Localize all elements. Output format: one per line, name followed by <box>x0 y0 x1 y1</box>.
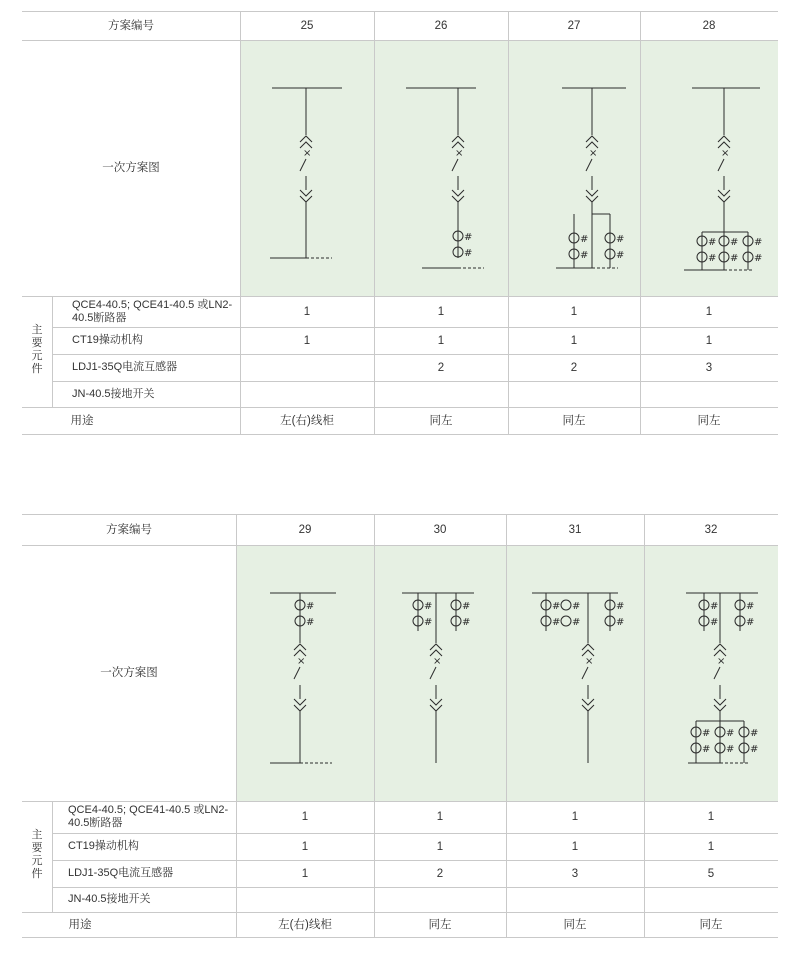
scheme-diagram-27 <box>508 40 640 296</box>
svg-text:#: # <box>572 601 581 612</box>
component-jn: JN-40.5接地开关 <box>68 893 151 905</box>
svg-text:#: # <box>754 253 763 264</box>
svg-text:#: # <box>616 234 625 245</box>
value-cell <box>240 354 374 381</box>
value-cell: 1 <box>707 840 715 853</box>
value-cell: 5 <box>707 867 715 880</box>
value-cell: 1 <box>303 305 311 318</box>
svg-text:#: # <box>702 728 711 739</box>
svg-text:#: # <box>708 253 717 264</box>
svg-text:#: # <box>746 601 755 612</box>
primary-diagram-label: 一次方案图 <box>100 667 158 679</box>
value-cell: 1 <box>303 334 311 347</box>
usage-cell: 同左 <box>697 414 721 427</box>
scheme-number-26: 26 <box>434 19 448 32</box>
svg-text:#: # <box>462 601 471 612</box>
component-ldj1: LDJ1-35Q电流互感器 <box>68 867 174 879</box>
scheme-number-32: 32 <box>704 523 718 536</box>
value-cell: 1 <box>301 867 309 880</box>
svg-text:#: # <box>464 232 473 243</box>
scheme-diagram-26 <box>374 40 508 296</box>
value-cell: 3 <box>705 361 713 374</box>
main-components-label: 主要元件 <box>31 324 43 375</box>
svg-text:#: # <box>306 617 315 628</box>
value-cell: 1 <box>301 840 309 853</box>
usage-cell: 左(右)线柜 <box>278 918 332 931</box>
usage-cell: 同左 <box>563 918 587 931</box>
component-ct19: CT19操动机构 <box>68 840 139 852</box>
svg-text:#: # <box>710 617 719 628</box>
svg-text:#: # <box>552 601 561 612</box>
usage-label: 用途 <box>70 414 94 427</box>
scheme-table-2 <box>22 514 778 937</box>
svg-text:×: × <box>433 656 442 667</box>
component-breaker: QCE4-40.5; QCE41-40.5 或LN2-40.5断路器 <box>68 804 229 829</box>
scheme-table-1 <box>22 11 778 434</box>
svg-text:#: # <box>726 744 735 755</box>
value-cell: 1 <box>301 811 309 823</box>
scheme-number-header: 方案编号 <box>106 523 152 536</box>
component-ct19: CT19操动机构 <box>72 334 143 346</box>
svg-text:#: # <box>726 728 735 739</box>
scheme-diagram-30 <box>374 545 506 801</box>
value-cell: 1 <box>570 334 578 347</box>
value-cell: 1 <box>705 334 713 347</box>
svg-text:#: # <box>708 237 717 248</box>
scheme-number-27: 27 <box>567 19 581 32</box>
value-cell: 1 <box>437 305 445 318</box>
svg-text:#: # <box>754 237 763 248</box>
usage-label: 用途 <box>68 918 92 931</box>
svg-text:×: × <box>721 148 730 159</box>
svg-text:#: # <box>730 253 739 264</box>
scheme-diagram-25 <box>240 40 374 296</box>
svg-text:#: # <box>306 601 315 612</box>
scheme-diagram-31 <box>506 545 644 801</box>
usage-cell: 同左 <box>428 918 452 931</box>
svg-text:#: # <box>710 601 719 612</box>
svg-text:#: # <box>580 234 589 245</box>
value-cell: 1 <box>707 811 715 823</box>
svg-text:×: × <box>297 656 306 667</box>
svg-text:#: # <box>616 601 625 612</box>
component-ldj1: LDJ1-35Q电流互感器 <box>72 361 178 373</box>
svg-text:#: # <box>462 617 471 628</box>
svg-text:#: # <box>464 248 473 259</box>
svg-text:#: # <box>572 617 581 628</box>
svg-text:#: # <box>702 744 711 755</box>
value-cell: 1 <box>571 840 579 853</box>
scheme-number-29: 29 <box>298 523 312 536</box>
scheme-number-28: 28 <box>702 19 716 32</box>
main-components-label: 主要元件 <box>31 829 43 880</box>
svg-text:#: # <box>730 237 739 248</box>
svg-text:#: # <box>616 617 625 628</box>
svg-text:×: × <box>717 656 726 667</box>
scheme-diagram-32 <box>644 545 778 801</box>
svg-text:#: # <box>552 617 561 628</box>
scheme-number-31: 31 <box>568 523 582 536</box>
value-cell: 1 <box>437 334 445 347</box>
value-cell: 3 <box>571 867 579 880</box>
usage-cell: 同左 <box>562 414 586 427</box>
value-cell: 1 <box>436 811 444 823</box>
usage-cell: 左(右)线柜 <box>280 414 334 427</box>
svg-text:×: × <box>589 148 598 159</box>
scheme-diagram-29 <box>236 545 374 801</box>
value-cell: 1 <box>436 840 444 853</box>
value-cell: 1 <box>705 305 713 318</box>
svg-text:×: × <box>585 656 594 667</box>
value-cell: 2 <box>436 867 444 880</box>
value-cell: 1 <box>570 305 578 318</box>
scheme-number-25: 25 <box>300 19 314 32</box>
value-cell: 2 <box>437 361 445 374</box>
svg-text:×: × <box>303 148 312 159</box>
svg-text:#: # <box>424 601 433 612</box>
usage-cell: 同左 <box>699 918 723 931</box>
svg-text:#: # <box>750 744 759 755</box>
svg-text:#: # <box>580 250 589 261</box>
scheme-number-header: 方案编号 <box>108 19 154 32</box>
value-cell: 1 <box>571 811 579 823</box>
primary-diagram-label: 一次方案图 <box>102 162 160 174</box>
usage-cell: 同左 <box>429 414 453 427</box>
scheme-number-30: 30 <box>433 523 447 536</box>
svg-text:#: # <box>750 728 759 739</box>
svg-text:#: # <box>746 617 755 628</box>
component-jn: JN-40.5接地开关 <box>72 387 155 400</box>
svg-text:#: # <box>424 617 433 628</box>
component-breaker: QCE4-40.5; QCE41-40.5 或LN2-40.5断路器 <box>72 298 233 324</box>
svg-text:#: # <box>616 250 625 261</box>
svg-text:×: × <box>455 148 464 159</box>
scheme-diagram-28 <box>640 40 778 296</box>
value-cell: 2 <box>570 361 578 374</box>
